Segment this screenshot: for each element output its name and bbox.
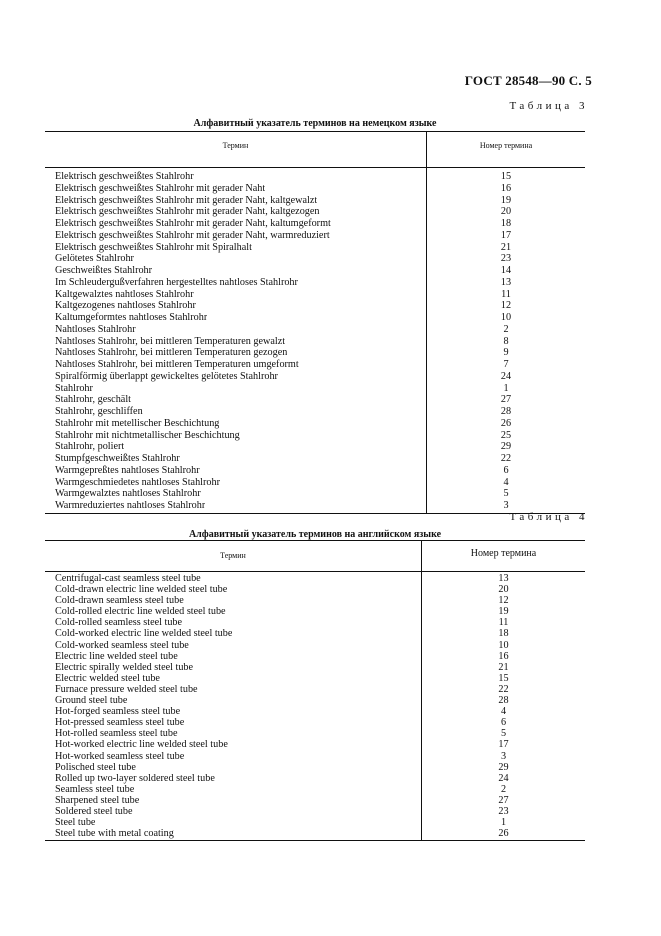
table3-term-row bbox=[45, 488, 426, 500]
table4-number-row bbox=[422, 795, 585, 806]
number-cell: 1 bbox=[500, 817, 507, 829]
term-cell: Hot-worked electric line welded steel tube bbox=[55, 739, 228, 751]
page-header-title: ГОСТ 28548—90 С. 5 bbox=[464, 73, 592, 88]
table3-number-row bbox=[427, 195, 585, 207]
table3-number-row bbox=[427, 441, 585, 453]
table3-number-row bbox=[427, 477, 585, 489]
term-cell: Elektrisch geschweißtes Stahlrohr mit Spiralhalt bbox=[55, 241, 252, 253]
table3-number-row bbox=[427, 253, 585, 265]
term-cell: Steel tube with metal coating bbox=[55, 828, 174, 840]
number-cell: 11 bbox=[498, 617, 509, 629]
term-cell: Hot-forged seamless steel tube bbox=[55, 706, 181, 718]
term-cell: Hot-worked seamless steel tube bbox=[55, 750, 185, 762]
table3-number-row bbox=[427, 289, 585, 301]
table3-term-row bbox=[45, 218, 426, 230]
table3-number-row bbox=[427, 336, 585, 348]
table4-term-row bbox=[45, 717, 421, 728]
table3-col-number: Номер термина bbox=[479, 141, 533, 150]
table3-term-row bbox=[45, 441, 426, 453]
table3-number-row bbox=[427, 430, 585, 442]
term-cell: Gelötetes Stahlrohr bbox=[55, 253, 134, 265]
number-cell: 19 bbox=[500, 194, 512, 206]
number-cell: 8 bbox=[503, 335, 509, 347]
term-cell: Kaltgewalztes nahtloses Stahlrohr bbox=[55, 288, 194, 300]
term-cell: Hot-pressed seamless steel tube bbox=[55, 717, 185, 729]
term-cell: Kaltumgeformtes nahtloses Stahlrohr bbox=[55, 312, 208, 323]
table3-terms-column bbox=[45, 168, 427, 513]
table3-number-row bbox=[427, 488, 585, 500]
term-cell: Cold-rolled electric line welded steel tube bbox=[55, 606, 226, 618]
table4-term-row bbox=[45, 695, 421, 706]
table4-number-row bbox=[422, 651, 585, 662]
table4-number-row bbox=[422, 751, 585, 762]
table3-number-row bbox=[427, 347, 585, 359]
table4-term-row bbox=[45, 651, 421, 662]
number-cell: 9 bbox=[503, 347, 509, 359]
number-cell: 4 bbox=[500, 706, 507, 718]
table3-term-row bbox=[45, 230, 426, 242]
table4-number-row bbox=[422, 828, 585, 839]
table4-term-row bbox=[45, 762, 421, 773]
table4-number-row bbox=[422, 728, 585, 739]
number-cell: 21 bbox=[500, 241, 512, 253]
term-cell: Im Schleudergußverfahren hergestelltes nahtloses Stahlrohr bbox=[55, 276, 298, 288]
term-cell: Cold-drawn electric line welded steel tube bbox=[55, 584, 228, 596]
number-cell: 26 bbox=[500, 417, 512, 429]
number-cell: 2 bbox=[503, 323, 509, 335]
table3-term-row bbox=[45, 371, 426, 383]
number-cell: 15 bbox=[500, 171, 512, 182]
term-cell: Polisched steel tube bbox=[55, 761, 136, 773]
term-cell: Warmgepreßtes nahtloses Stahlrohr bbox=[55, 464, 200, 476]
term-cell: Elektrisch geschweißtes Stahlrohr mit gerader Naht, kaltgewalzt bbox=[55, 194, 318, 206]
table4-number-row bbox=[422, 662, 585, 673]
term-cell: Geschweißtes Stahlrohr bbox=[55, 265, 153, 276]
table3-number-row bbox=[427, 324, 585, 336]
term-cell: Cold-rolled seamless steel tube bbox=[55, 617, 183, 629]
term-cell: Ground steel tube bbox=[55, 695, 128, 707]
table4-number-row bbox=[422, 684, 585, 695]
term-cell: Electric spirally welded steel tube bbox=[55, 661, 194, 673]
number-cell: 5 bbox=[500, 728, 507, 740]
table4-number-row bbox=[422, 784, 585, 795]
table3-header-row bbox=[45, 132, 585, 168]
number-cell: 17 bbox=[500, 229, 512, 241]
number-cell: 16 bbox=[500, 182, 512, 194]
number-cell: 22 bbox=[500, 453, 512, 464]
number-cell: 3 bbox=[503, 500, 509, 511]
number-cell: 22 bbox=[498, 683, 509, 695]
number-cell: 14 bbox=[500, 265, 512, 276]
number-cell: 24 bbox=[500, 370, 512, 382]
number-cell: 18 bbox=[498, 628, 509, 640]
table4-term-row bbox=[45, 662, 421, 673]
table3-term-row bbox=[45, 242, 426, 254]
number-cell: 23 bbox=[500, 253, 512, 265]
table4-term-row bbox=[45, 806, 421, 817]
table3-term-row bbox=[45, 324, 426, 336]
table4-header-row bbox=[45, 541, 585, 572]
term-cell: Cold-worked electric line welded steel tube bbox=[55, 628, 233, 640]
table3-label: Таблица 3 bbox=[509, 100, 588, 112]
table4-number-row bbox=[422, 817, 585, 828]
number-cell: 25 bbox=[500, 429, 512, 441]
term-cell: Soldered steel tube bbox=[55, 805, 133, 817]
table3-number-row bbox=[427, 171, 585, 183]
table3-number-row bbox=[427, 277, 585, 289]
number-cell: 20 bbox=[498, 584, 509, 596]
table4-term-row bbox=[45, 751, 421, 762]
term-cell: Stahlrohr bbox=[55, 382, 93, 394]
table3-title: Алфавитный указатель терминов на немецком языке bbox=[193, 118, 437, 129]
number-cell: 29 bbox=[500, 441, 512, 453]
table4-number-row bbox=[422, 762, 585, 773]
table4-number-row bbox=[422, 606, 585, 617]
table4-terms-column bbox=[45, 572, 422, 840]
number-cell: 2 bbox=[500, 783, 507, 795]
number-cell: 13 bbox=[500, 276, 512, 288]
number-cell: 10 bbox=[498, 639, 509, 651]
table3-term-row bbox=[45, 418, 426, 430]
table3-number-row bbox=[427, 265, 585, 277]
term-cell: Kaltgezogenes nahtloses Stahlrohr bbox=[55, 300, 196, 312]
table3-term-row bbox=[45, 383, 426, 395]
table4-body bbox=[45, 572, 585, 840]
term-cell: Elektrisch geschweißtes Stahlrohr mit gerader Naht, kaltumgeformt bbox=[55, 218, 331, 229]
table4-number-row bbox=[422, 617, 585, 628]
number-cell: 27 bbox=[500, 394, 512, 406]
table3-col-term: Термин bbox=[45, 132, 427, 167]
table3-term-row bbox=[45, 300, 426, 312]
table4-term-row bbox=[45, 584, 421, 595]
table3-term-row bbox=[45, 171, 426, 183]
term-cell: Nahtloses Stahlrohr, bei mittleren Temperaturen umgeformt bbox=[55, 359, 299, 370]
number-cell: 10 bbox=[500, 312, 512, 323]
term-cell: Stahlrohr, geschliffen bbox=[55, 406, 143, 417]
term-cell: Cold-worked seamless steel tube bbox=[55, 639, 189, 651]
table3-term-row bbox=[45, 477, 426, 489]
number-cell: 19 bbox=[498, 606, 509, 618]
table4-numbers-column bbox=[422, 572, 585, 840]
table3-term-row bbox=[45, 430, 426, 442]
number-cell: 16 bbox=[498, 650, 509, 662]
number-cell: 21 bbox=[498, 661, 509, 673]
table3-term-row bbox=[45, 347, 426, 359]
table4 bbox=[45, 540, 585, 841]
table3-number-row bbox=[427, 183, 585, 195]
table3-term-row bbox=[45, 465, 426, 477]
number-cell: 6 bbox=[500, 717, 507, 729]
term-cell: Stahlrohr, geschält bbox=[55, 394, 131, 406]
term-cell: Stahlrohr mit metellischer Beschichtung bbox=[55, 417, 220, 429]
table4-term-row bbox=[45, 773, 421, 784]
table3-term-row bbox=[45, 394, 426, 406]
table4-term-row bbox=[45, 628, 421, 639]
number-cell: 12 bbox=[500, 300, 512, 312]
number-cell: 3 bbox=[500, 750, 507, 762]
table3-term-row bbox=[45, 312, 426, 324]
term-cell: Stumpfgeschweißtes Stahlrohr bbox=[55, 453, 180, 464]
table4-col-number: Номер термина bbox=[470, 548, 537, 559]
table4-number-row bbox=[422, 573, 585, 584]
term-cell: Warmreduziertes nahtloses Stahlrohr bbox=[55, 500, 206, 511]
term-cell: Steel tube bbox=[55, 817, 96, 829]
term-cell: Sharpened steel tube bbox=[55, 794, 140, 806]
table3-term-row bbox=[45, 183, 426, 195]
table4-title: Алфавитный указатель терминов на английском языке bbox=[188, 529, 442, 540]
number-cell: 5 bbox=[503, 488, 509, 500]
number-cell: 24 bbox=[498, 772, 509, 784]
table4-term-row bbox=[45, 706, 421, 717]
table3-number-row bbox=[427, 453, 585, 465]
table4-number-row bbox=[422, 739, 585, 750]
table4-term-row bbox=[45, 795, 421, 806]
table3-number-row bbox=[427, 206, 585, 218]
table3-numbers-column bbox=[427, 168, 585, 513]
table3-number-row bbox=[427, 383, 585, 395]
table4-number-row bbox=[422, 628, 585, 639]
table3-number-row bbox=[427, 500, 585, 512]
table3-number-row bbox=[427, 230, 585, 242]
number-cell: 7 bbox=[503, 359, 509, 370]
table3-body bbox=[45, 168, 585, 513]
table3-number-row bbox=[427, 406, 585, 418]
number-cell: 1 bbox=[503, 382, 509, 394]
term-cell: Warmgewalztes nahtloses Stahlrohr bbox=[55, 488, 201, 500]
table4-number-row bbox=[422, 595, 585, 606]
number-cell: 23 bbox=[498, 805, 509, 817]
table3-number-row bbox=[427, 465, 585, 477]
term-cell: Elektrisch geschweißtes Stahlrohr bbox=[55, 171, 194, 182]
number-cell: 4 bbox=[503, 476, 509, 488]
table4-term-row bbox=[45, 784, 421, 795]
term-cell: Electric line welded steel tube bbox=[55, 650, 178, 662]
table3-number-row bbox=[427, 418, 585, 430]
table3-term-row bbox=[45, 277, 426, 289]
table4-number-row bbox=[422, 717, 585, 728]
term-cell: Electric welded steel tube bbox=[55, 672, 160, 684]
term-cell: Stahlrohr, poliert bbox=[55, 441, 125, 453]
table3-term-row bbox=[45, 359, 426, 371]
table3 bbox=[45, 131, 585, 514]
table3-number-row bbox=[427, 359, 585, 371]
table4-label: Таблица 4 bbox=[509, 511, 588, 523]
term-cell: Stahlrohr mit nichtmetallischer Beschichtung bbox=[55, 429, 240, 441]
table3-term-row bbox=[45, 195, 426, 207]
number-cell: 13 bbox=[498, 573, 509, 584]
term-cell: Rolled up two-layer soldered steel tube bbox=[55, 772, 215, 784]
term-cell: Furnace pressure welded steel tube bbox=[55, 683, 198, 695]
table3-number-row bbox=[427, 394, 585, 406]
table4-term-row bbox=[45, 739, 421, 750]
table4-term-row bbox=[45, 640, 421, 651]
table4-term-row bbox=[45, 828, 421, 839]
table4-number-row bbox=[422, 706, 585, 717]
number-cell: 11 bbox=[501, 288, 511, 300]
number-cell: 28 bbox=[500, 406, 512, 417]
table3-number-row bbox=[427, 242, 585, 254]
table4-term-row bbox=[45, 573, 421, 584]
term-cell: Centrifugal-cast seamless steel tube bbox=[55, 573, 201, 584]
table3-term-row bbox=[45, 289, 426, 301]
table4-term-row bbox=[45, 606, 421, 617]
table4-number-row bbox=[422, 640, 585, 651]
number-cell: 26 bbox=[498, 828, 509, 840]
term-cell: Spiralförmig überlappt gewickeltes gelötetes Stahlrohr bbox=[55, 370, 278, 382]
term-cell: Nahtloses Stahlrohr, bei mittleren Temperaturen gezogen bbox=[55, 347, 288, 359]
table4-term-row bbox=[45, 817, 421, 828]
table4-term-row bbox=[45, 595, 421, 606]
term-cell: Warmgeschmiedetes nahtloses Stahlrohr bbox=[55, 476, 220, 488]
table3-number-row bbox=[427, 312, 585, 324]
table4-term-row bbox=[45, 673, 421, 684]
term-cell: Elektrisch geschweißtes Stahlrohr mit gerader Naht, kaltgezogen bbox=[55, 206, 320, 218]
table4-term-row bbox=[45, 728, 421, 739]
number-cell: 20 bbox=[500, 206, 512, 218]
table3-term-row bbox=[45, 453, 426, 465]
table4-number-row bbox=[422, 695, 585, 706]
number-cell: 17 bbox=[498, 739, 509, 751]
table4-number-row bbox=[422, 673, 585, 684]
number-cell: 29 bbox=[498, 761, 509, 773]
number-cell: 28 bbox=[498, 695, 509, 707]
table4-number-row bbox=[422, 806, 585, 817]
number-cell: 15 bbox=[498, 672, 509, 684]
number-cell: 27 bbox=[498, 794, 509, 806]
number-cell: 12 bbox=[498, 595, 509, 607]
table3-term-row bbox=[45, 500, 426, 512]
term-cell: Hot-rolled seamless steel tube bbox=[55, 728, 178, 740]
table3-term-row bbox=[45, 253, 426, 265]
term-cell: Cold-drawn seamless steel tube bbox=[55, 595, 184, 607]
number-cell: 18 bbox=[500, 218, 512, 229]
table4-col-term: Термин bbox=[45, 541, 422, 571]
table4-number-row bbox=[422, 773, 585, 784]
number-cell: 6 bbox=[503, 464, 509, 476]
table3-number-row bbox=[427, 300, 585, 312]
table3-term-row bbox=[45, 265, 426, 277]
table3-term-row bbox=[45, 206, 426, 218]
term-cell: Nahtloses Stahlrohr bbox=[55, 323, 136, 335]
table4-term-row bbox=[45, 684, 421, 695]
table3-number-row bbox=[427, 371, 585, 383]
term-cell: Elektrisch geschweißtes Stahlrohr mit gerader Naht bbox=[55, 182, 266, 194]
term-cell: Seamless steel tube bbox=[55, 783, 135, 795]
table3-number-row bbox=[427, 218, 585, 230]
table4-number-row bbox=[422, 584, 585, 595]
table3-term-row bbox=[45, 406, 426, 418]
table4-term-row bbox=[45, 617, 421, 628]
term-cell: Elektrisch geschweißtes Stahlrohr mit gerader Naht, warmreduziert bbox=[55, 229, 330, 241]
table3-term-row bbox=[45, 336, 426, 348]
term-cell: Nahtloses Stahlrohr, bei mittleren Temperaturen gewalzt bbox=[55, 335, 286, 347]
